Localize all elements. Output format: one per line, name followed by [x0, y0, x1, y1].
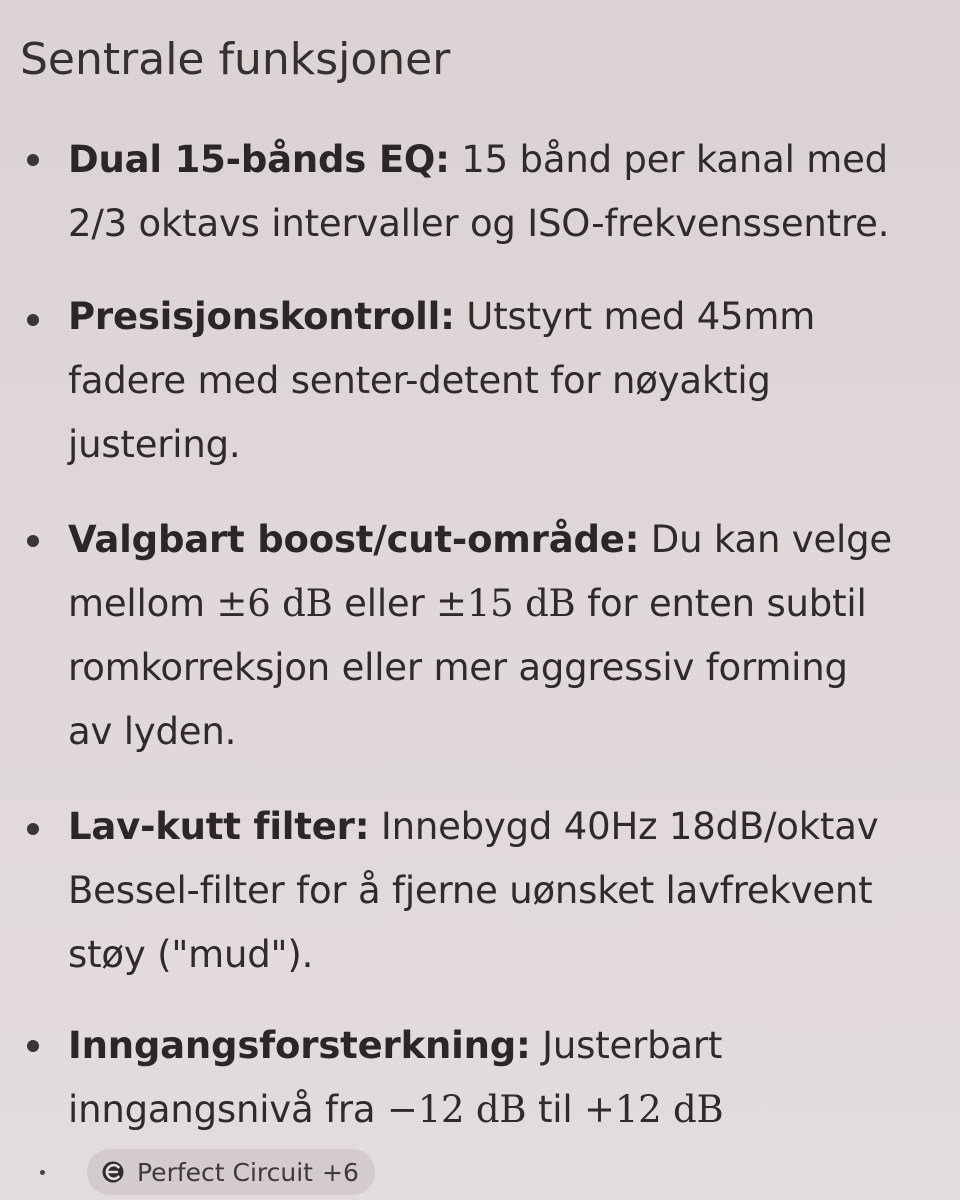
bullet-icon: [27, 823, 39, 835]
bullet-icon: [27, 535, 39, 547]
feature-text: [68, 285, 936, 477]
feature-desc: 15 bånd per kanal med: [449, 138, 888, 181]
feature-desc: inngangsnivå fra: [68, 1088, 387, 1131]
feature-text: [68, 1014, 936, 1142]
feature-desc: Utstyrt med 45mm: [454, 295, 816, 338]
feature-heading: Presisjonskontroll:: [68, 295, 455, 338]
feature-desc: mellom: [68, 582, 217, 625]
feature-desc: Bessel-filter for å fjerne uønsket lavfrekvent: [68, 869, 873, 912]
db-value: −12 dB: [386, 1088, 527, 1131]
db-value: ±15 dB: [436, 582, 576, 625]
feature-desc: 2/3 oktavs intervaller og ISO-frekvenssentre.: [68, 202, 890, 245]
feature-line: [68, 508, 936, 572]
source-name: Perfect Circuit: [137, 1157, 313, 1187]
feature-heading: Valgbart boost/cut-område:: [68, 518, 640, 561]
bullet-icon: [27, 154, 39, 166]
feature-desc: for enten subtil: [575, 582, 867, 625]
section-title: Sentrale funksjoner: [20, 34, 451, 85]
db-value: +12 dB: [584, 1088, 724, 1131]
feature-line: [68, 1014, 936, 1078]
feature-line: [68, 285, 936, 349]
feature-desc: Du kan velge: [639, 518, 892, 561]
feature-text: [68, 128, 936, 256]
db-value: ±6 dB: [216, 582, 333, 625]
feature-desc: romkorreksjon eller mer aggressiv forming: [68, 646, 848, 689]
feature-desc: til: [526, 1088, 585, 1131]
bullet-icon: [27, 1040, 39, 1052]
trailing-bullet-icon: [40, 1170, 45, 1175]
bullet-icon: [27, 314, 39, 326]
feature-desc: justering.: [68, 423, 241, 466]
feature-desc: av lyden.: [68, 710, 237, 753]
feature-line: [68, 128, 936, 192]
source-row: [40, 1148, 375, 1196]
source-chip[interactable]: [87, 1149, 375, 1195]
feature-line: [68, 572, 936, 636]
feature-desc: Justerbart: [530, 1024, 723, 1067]
feature-desc: eller: [332, 582, 437, 625]
perfect-circuit-logo-icon: [101, 1160, 125, 1184]
feature-heading: Inngangsforsterkning:: [68, 1024, 531, 1067]
feature-desc: fadere med senter-detent for nøyaktig: [68, 359, 771, 402]
feature-desc: Innebygd 40Hz 18dB/oktav: [369, 805, 879, 848]
feature-desc: støy ("mud").: [68, 933, 314, 976]
feature-line: [68, 1078, 936, 1142]
source-count: +6: [322, 1157, 359, 1187]
feature-heading: Lav-kutt filter:: [68, 805, 370, 848]
feature-text: [68, 508, 936, 764]
feature-text: [68, 795, 936, 987]
feature-heading: Dual 15-bånds EQ:: [68, 138, 450, 181]
feature-line: [68, 795, 936, 859]
